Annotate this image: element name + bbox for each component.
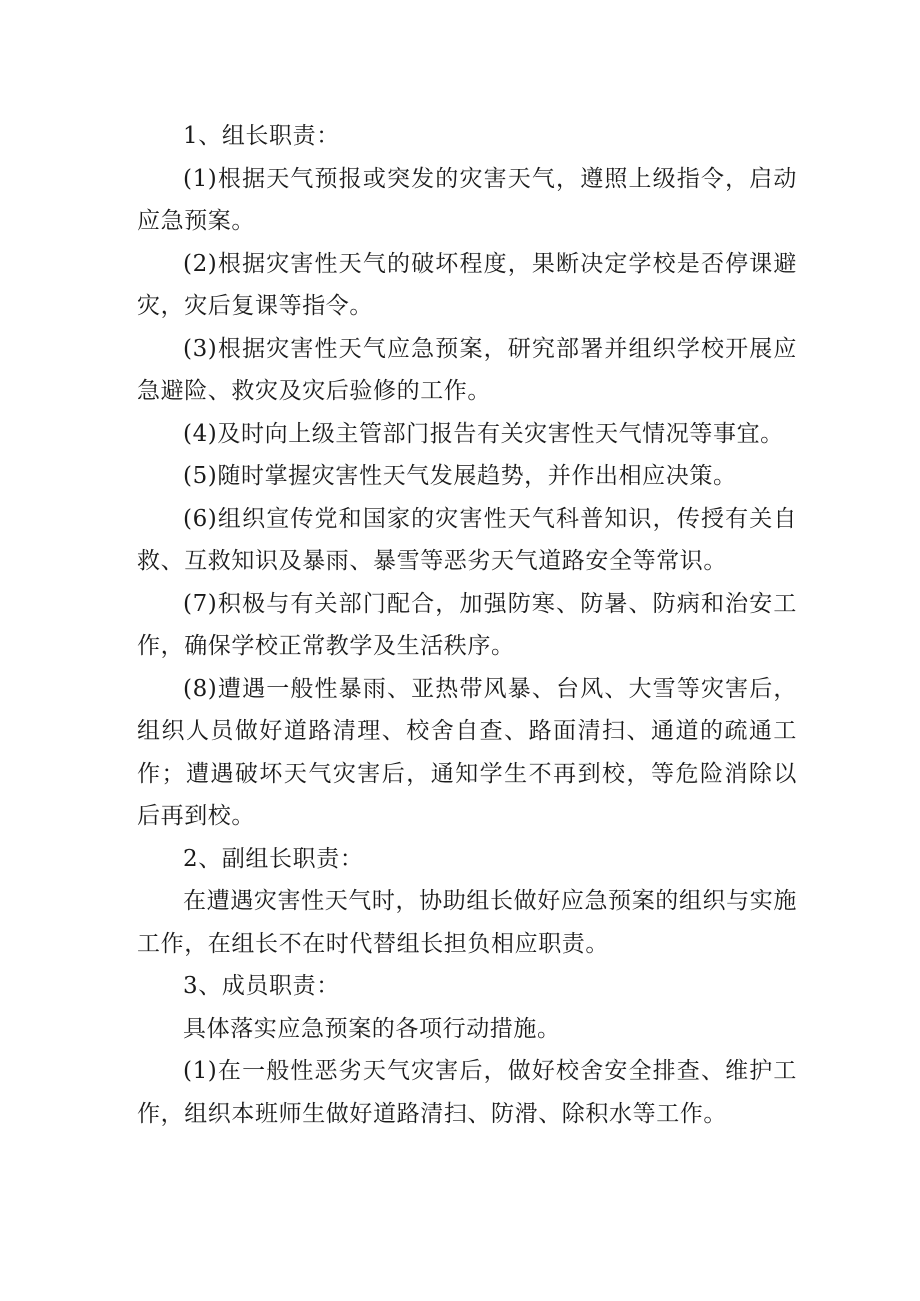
paragraph-leader-duty-2: (2)根据灾害性天气的破坏程度，果断决定学校是否停课避灾，灾后复课等指令。 (137, 250, 797, 319)
paragraph-members-intro: 具体落实应急预案的各项行动措施。 (183, 1015, 561, 1042)
paragraph-leader-duty-7: (7)积极与有关部门配合，加强防寒、防暑、防病和治安工作，确保学校正常教学及生活秩序。 (137, 590, 797, 659)
document-body (137, 115, 797, 1135)
paragraph-leader-duty-4: (4)及时向上级主管部门报告有关灾害性天气情况等事宜。 (183, 420, 784, 447)
paragraph-members-duty-1: (1)在一般性恶劣天气灾害后，做好校舍安全排查、维护工作，组织本班师生做好道路清扫、防滑、除积水等工作。 (137, 1058, 797, 1127)
paragraph-leader-duty-5: (5)随时掌握灾害性天气发展趋势，并作出相应决策。 (183, 463, 737, 489)
paragraph-leader-duty-1: (1)根据天气预报或突发的灾害天气，遵照上级指令，启动应急预案。 (137, 165, 797, 234)
paragraph-leader-duty-8: (8)遭遇一般性暴雨、亚热带风暴、台风、大雪等灾害后，组织人员做好道路清理、校舍自查、路面清扫、通道的疏通工作；遭遇破坏天气灾害后，通知学生不再到校，等危险消除以后再到校。 (137, 675, 797, 829)
section-heading-leader: 1、组长职责： (183, 123, 340, 149)
paragraph-leader-duty-3: (3)根据灾害性天气应急预案，研究部署并组织学校开展应急避险、救灾及灾后验修的工作。 (137, 335, 797, 404)
paragraph-leader-duty-6: (6)组织宣传党和国家的灾害性天气科普知识，传授有关自救、互救知识及暴雨、暴雪等恶劣天气道路安全等常识。 (137, 505, 797, 574)
section-heading-members: 3、成员职责： (183, 973, 340, 999)
paragraph-deputy-duty: 在遭遇灾害性天气时，协助组长做好应急预案的组织与实施工作，在组长不在时代替组长担负相应职责。 (137, 888, 797, 957)
section-heading-deputy: 2、副组长职责： (183, 845, 364, 872)
